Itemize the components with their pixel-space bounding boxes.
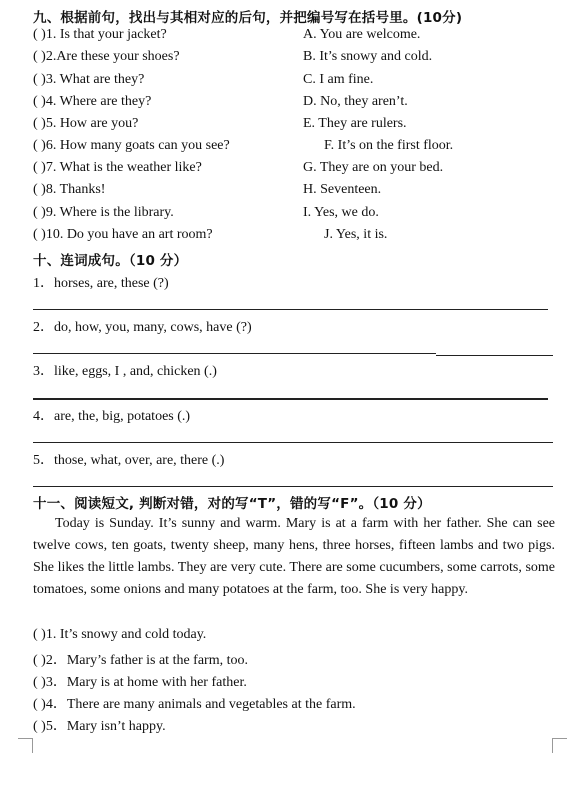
reading-passage: Today is Sunday. It’s sunny and warm. Mary is at a farm with her father. She can see twelve cows, ten goats, twenty sheep, many hens, three horses, fifteen lambs and two pigs. She likes the little lambs. They are very cute. There are some cucumbers, some carrots, some tomatoes, some onions and many potatoes at the farm, too. She is very happy.: [33, 516, 555, 597]
question-9-5: ( )5. How are you?: [33, 116, 139, 131]
answer-line-4: [33, 442, 553, 443]
judge-item-2: ( )2．Mary’s father is at the farm, too.: [33, 653, 248, 668]
judge-item-1: ( )1. It’s snowy and cold today.: [33, 627, 207, 642]
question-9-10: ( )10. Do you have an art room?: [33, 227, 213, 242]
page-corner-mark-right: [552, 738, 567, 753]
answer-option-g: G. They are on your bed.: [303, 160, 444, 175]
answer-option-f: F. It’s on the first floor.: [324, 138, 454, 153]
answer-line-3: [33, 398, 548, 400]
section-10-title: 十、连词成句。（10 分）: [33, 253, 188, 269]
answer-line-2a: [33, 353, 436, 354]
answer-option-d: D. No, they aren’t.: [303, 94, 408, 109]
answer-line-2b: [436, 355, 553, 356]
answer-line-5: [33, 486, 553, 487]
answer-option-e: E. They are rulers.: [303, 116, 407, 131]
reorder-item-2: 2．do, how, you, many, cows, have (?): [33, 320, 252, 335]
answer-option-h: H. Seventeen.: [303, 182, 382, 197]
judge-item-3: ( )3．Mary is at home with her father.: [33, 675, 247, 690]
question-9-9: ( )9. Where is the library.: [33, 205, 174, 220]
page-corner-mark-left: [18, 738, 33, 753]
question-9-1: ( )1. Is that your jacket?: [33, 27, 167, 42]
question-9-2: ( )2.Are these your shoes?: [33, 49, 180, 64]
reorder-item-1: 1．horses, are, these (?): [33, 276, 169, 291]
section-9-title: 九、根据前句，找出与其相对应的后句，并把编号写在括号里。(10分): [33, 10, 463, 26]
question-9-6: ( )6. How many goats can you see?: [33, 138, 230, 153]
answer-option-j: J. Yes, it is.: [324, 227, 388, 242]
reorder-item-5: 5．those, what, over, are, there (.): [33, 453, 225, 468]
answer-option-a: A. You are welcome.: [303, 27, 421, 42]
answer-line-1: [33, 309, 548, 310]
question-9-7: ( )7. What is the weather like?: [33, 160, 202, 175]
question-9-4: ( )4. Where are they?: [33, 94, 152, 109]
question-9-3: ( )3. What are they?: [33, 72, 145, 87]
section-11-title: 十一、阅读短文, 判断对错，对的写“T”，错的写“F”。（10 分）: [33, 496, 431, 512]
judge-item-5: ( )5．Mary isn’t happy.: [33, 719, 166, 734]
answer-option-c: C. I am fine.: [303, 72, 374, 87]
reorder-item-3: 3．like, eggs, I , and, chicken (.): [33, 364, 217, 379]
question-9-8: ( )8. Thanks!: [33, 182, 106, 197]
judge-item-4: ( )4．There are many animals and vegetables at the farm.: [33, 697, 356, 712]
reorder-item-4: 4．are, the, big, potatoes (.): [33, 409, 191, 424]
answer-option-i: I. Yes, we do.: [303, 205, 379, 220]
answer-option-b: B. It’s snowy and cold.: [303, 49, 433, 64]
